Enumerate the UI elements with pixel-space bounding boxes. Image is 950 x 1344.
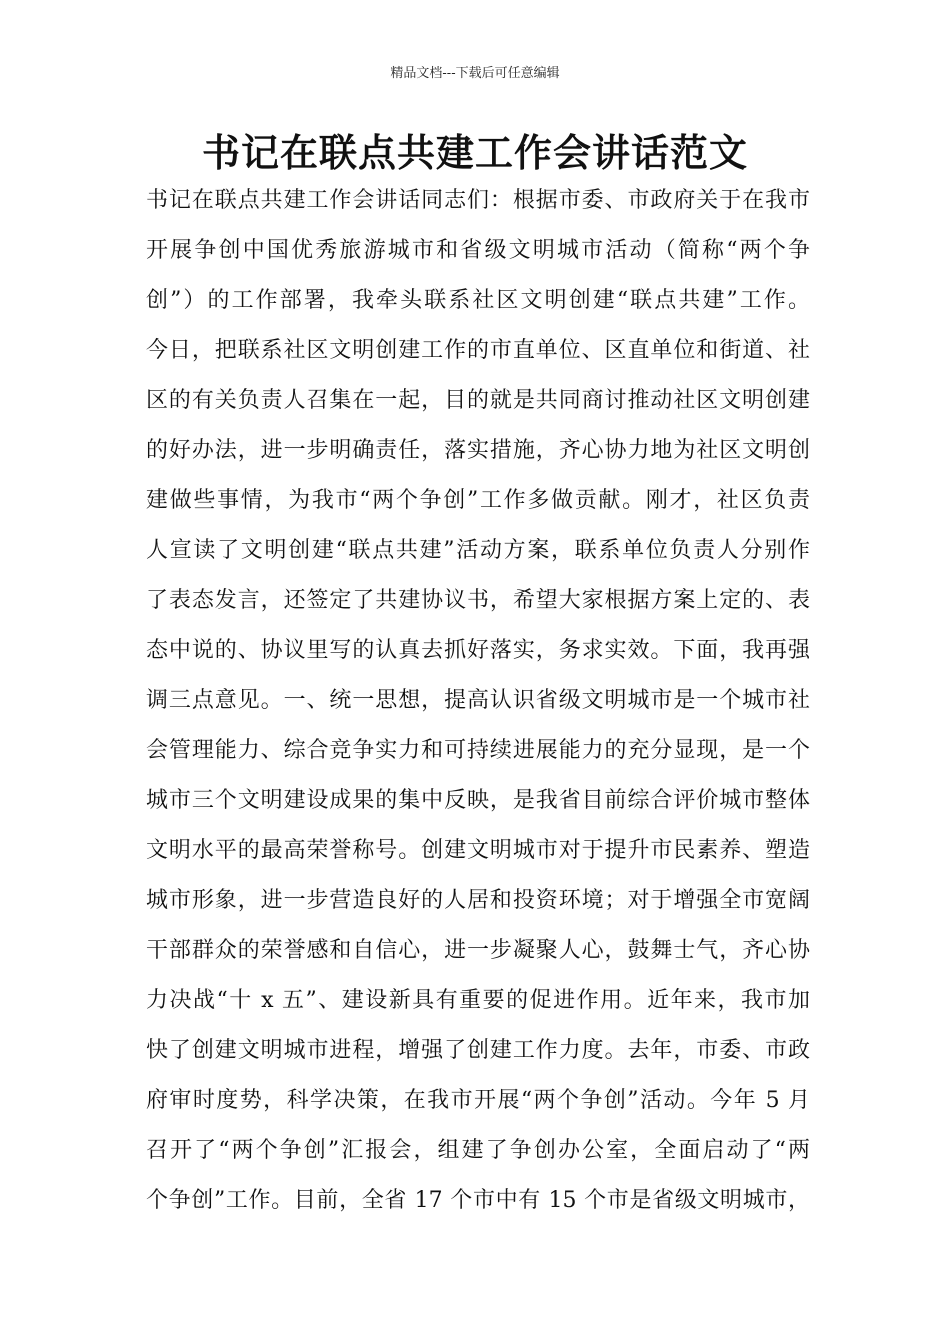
body-line: 了表态发言，还签定了共建协议书，希望大家根据方案上定的、表 — [146, 588, 810, 613]
body-line: 个争创”工作。目前，全省 17 个市中有 15 个市是省级文明城市， — [146, 1188, 810, 1213]
body-line: 建做些事情，为我市“两个争创”工作多做贡献。刚才，社区负责 — [146, 488, 810, 513]
body-line: 干部群众的荣誉感和自信心，进一步凝聚人心，鼓舞士气，齐心协 — [146, 938, 810, 963]
body-line: 创”）的工作部署，我牵头联系社区文明创建“联点共建”工作。 — [146, 288, 810, 313]
body-line: 快了创建文明城市进程，增强了创建工作力度。去年，市委、市政 — [146, 1038, 810, 1063]
body-line: 今日，把联系社区文明创建工作的市直单位、区直单位和街道、社 — [146, 338, 810, 363]
body-line: 城市形象，进一步营造良好的人居和投资环境；对于增强全市宽阔 — [146, 888, 810, 913]
document-title: 书记在联点共建工作会讲话范文 — [201, 130, 748, 175]
body-line: 府审时度势，科学决策，在我市开展“两个争创”活动。今年 5 月 — [146, 1088, 810, 1113]
body-line: 的好办法，进一步明确责任，落实措施，齐心协力地为社区文明创 — [146, 438, 810, 463]
body-line: 书记在联点共建工作会讲话同志们：根据市委、市政府关于在我市 — [146, 188, 810, 213]
body-line: 调三点意见。一、统一思想，提高认识省级文明城市是一个城市社 — [146, 688, 810, 713]
body-line: 态中说的、协议里写的认真去抓好落实，务求实效。下面，我再强 — [146, 638, 810, 663]
body-line: 人宣读了文明创建“联点共建”活动方案，联系单位负责人分别作 — [146, 538, 810, 563]
body-line: 开展争创中国优秀旅游城市和省级文明城市活动（简称“两个争 — [146, 238, 810, 263]
body-line: 力决战“十 x 五”、建设新具有重要的促进作用。近年来，我市加 — [146, 988, 810, 1013]
body-line: 区的有关负责人召集在一起，目的就是共同商讨推动社区文明创建 — [146, 388, 810, 413]
header-note: 精品文档---下载后可任意编辑 — [390, 66, 560, 81]
document-body — [146, 176, 810, 1226]
body-line: 文明水平的最高荣誉称号。创建文明城市对于提升市民素养、塑造 — [146, 838, 810, 863]
body-line: 城市三个文明建设成果的集中反映，是我省目前综合评价城市整体 — [146, 788, 810, 813]
body-line: 会管理能力、综合竞争实力和可持续进展能力的充分显现，是一个 — [146, 738, 810, 763]
body-line: 召开了“两个争创”汇报会，组建了争创办公室，全面启动了“两 — [146, 1138, 810, 1163]
